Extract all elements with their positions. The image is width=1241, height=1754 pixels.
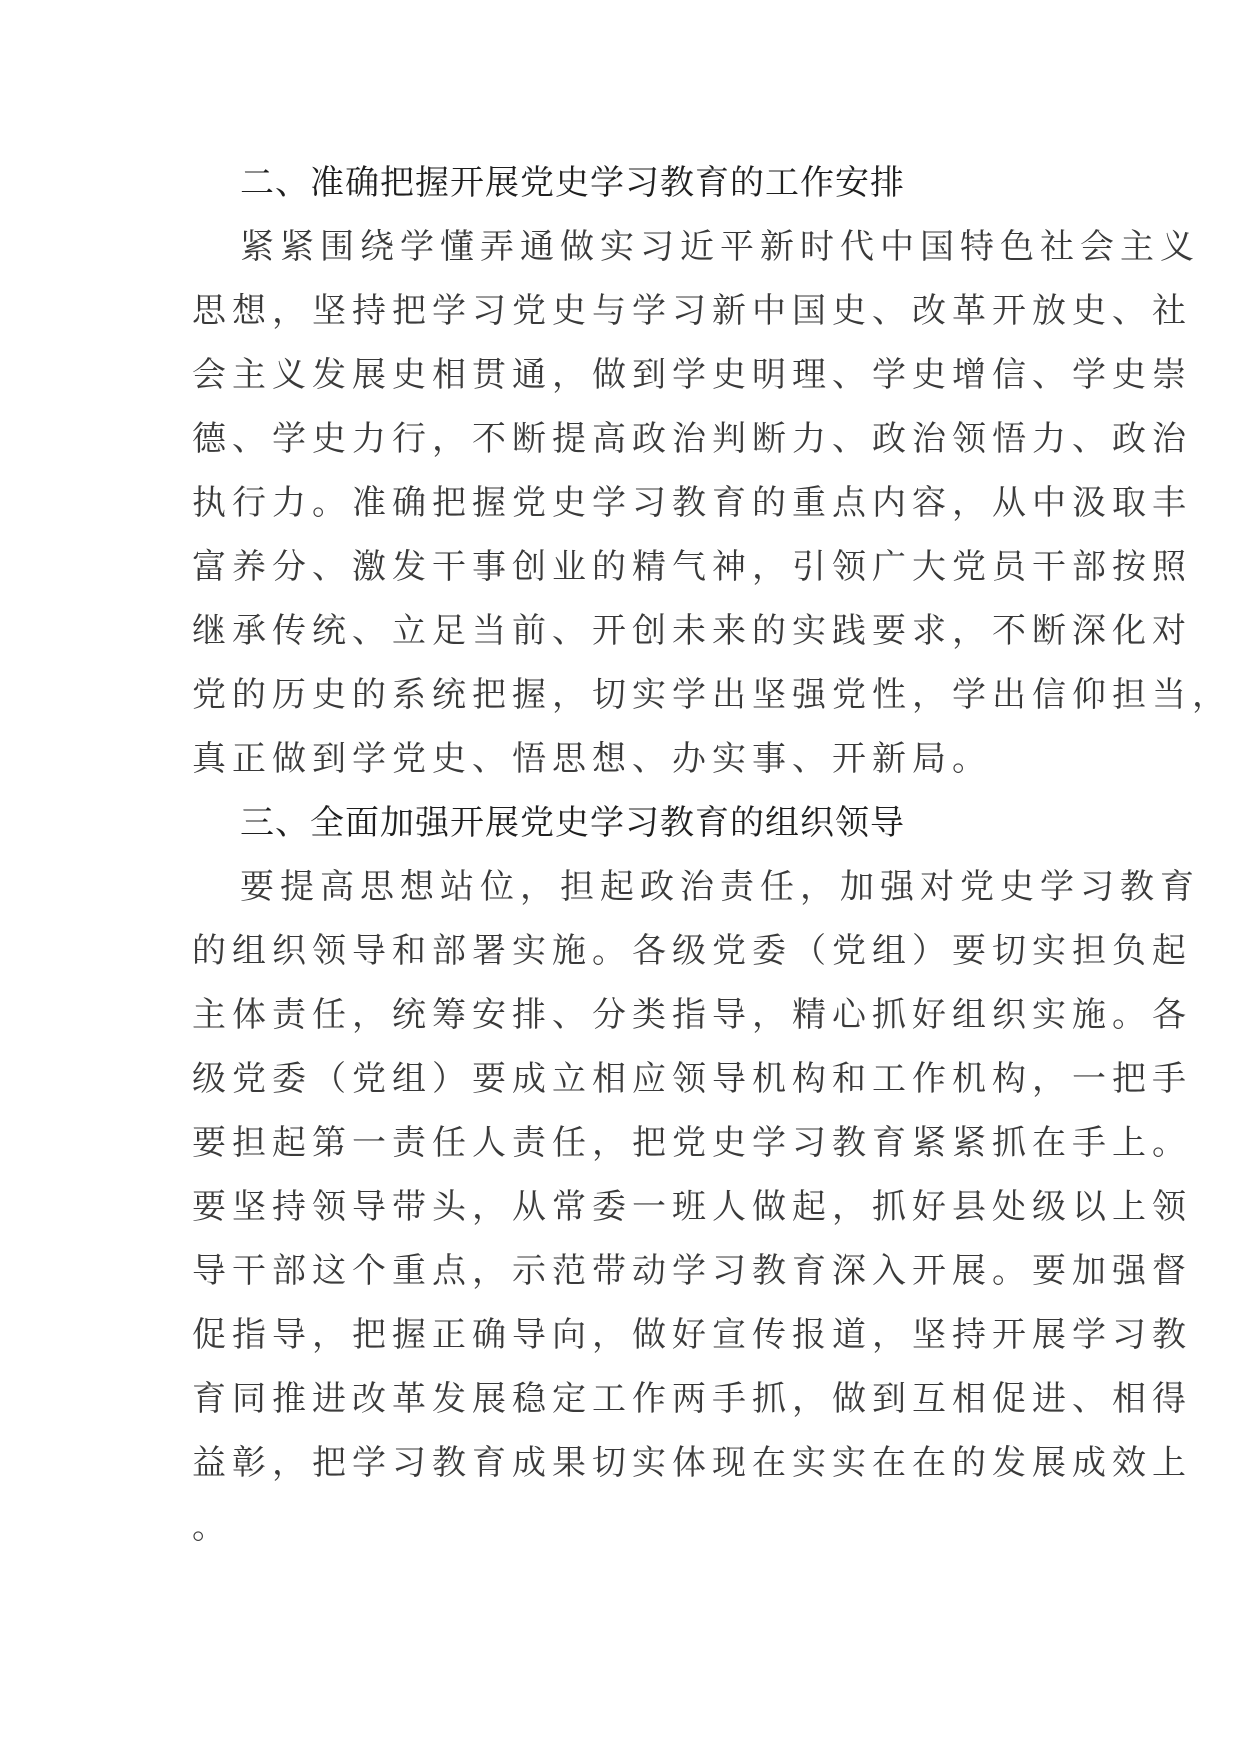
paragraph-line: 真正做到学党史、悟思想、办实事、开新局。 <box>192 739 992 779</box>
paragraph-line: 思想，坚持把学习党史与学习新中国史、改革开放史、社 <box>192 291 1192 331</box>
paragraph-line: 促指导，把握正确导向，做好宣传报道，坚持开展学习教 <box>192 1315 1192 1355</box>
paragraph-line: 党的历史的系统把握，切实学出坚强党性，学出信仰担当， <box>192 675 1232 715</box>
paragraph-line: 要担起第一责任人责任，把党史学习教育紧紧抓在手上。 <box>192 1123 1192 1163</box>
paragraph-line: 富养分、激发干事创业的精气神，引领广大党员干部按照 <box>192 547 1192 587</box>
paragraph-line: 。 <box>192 1507 226 1547</box>
section-heading: 二、准确把握开展党史学习教育的工作安排 <box>240 163 905 203</box>
paragraph-line: 主体责任，统筹安排、分类指导，精心抓好组织实施。各 <box>192 995 1192 1035</box>
document-body <box>192 162 1232 1570</box>
paragraph-line: 要提高思想站位，担起政治责任，加强对党史学习教育 <box>240 867 1200 907</box>
section-heading: 三、全面加强开展党史学习教育的组织领导 <box>240 803 905 843</box>
paragraph-line: 继承传统、立足当前、开创未来的实践要求，不断深化对 <box>192 611 1192 651</box>
paragraph-line: 级党委（党组）要成立相应领导机构和工作机构，一把手 <box>192 1059 1192 1099</box>
paragraph-line: 导干部这个重点，示范带动学习教育深入开展。要加强督 <box>192 1251 1192 1291</box>
paragraph-line: 德、学史力行，不断提高政治判断力、政治领悟力、政治 <box>192 419 1192 459</box>
paragraph-line: 育同推进改革发展稳定工作两手抓，做到互相促进、相得 <box>192 1379 1192 1419</box>
paragraph-line: 益彰，把学习教育成果切实体现在实实在在的发展成效上 <box>192 1443 1192 1483</box>
paragraph-line: 的组织领导和部署实施。各级党委（党组）要切实担负起 <box>192 931 1192 971</box>
paragraph-line: 会主义发展史相贯通，做到学史明理、学史增信、学史崇 <box>192 355 1192 395</box>
paragraph-line: 要坚持领导带头，从常委一班人做起，抓好县处级以上领 <box>192 1187 1192 1227</box>
paragraph-line: 紧紧围绕学懂弄通做实习近平新时代中国特色社会主义 <box>240 227 1200 267</box>
paragraph-line: 执行力。准确把握党史学习教育的重点内容，从中汲取丰 <box>192 483 1192 523</box>
